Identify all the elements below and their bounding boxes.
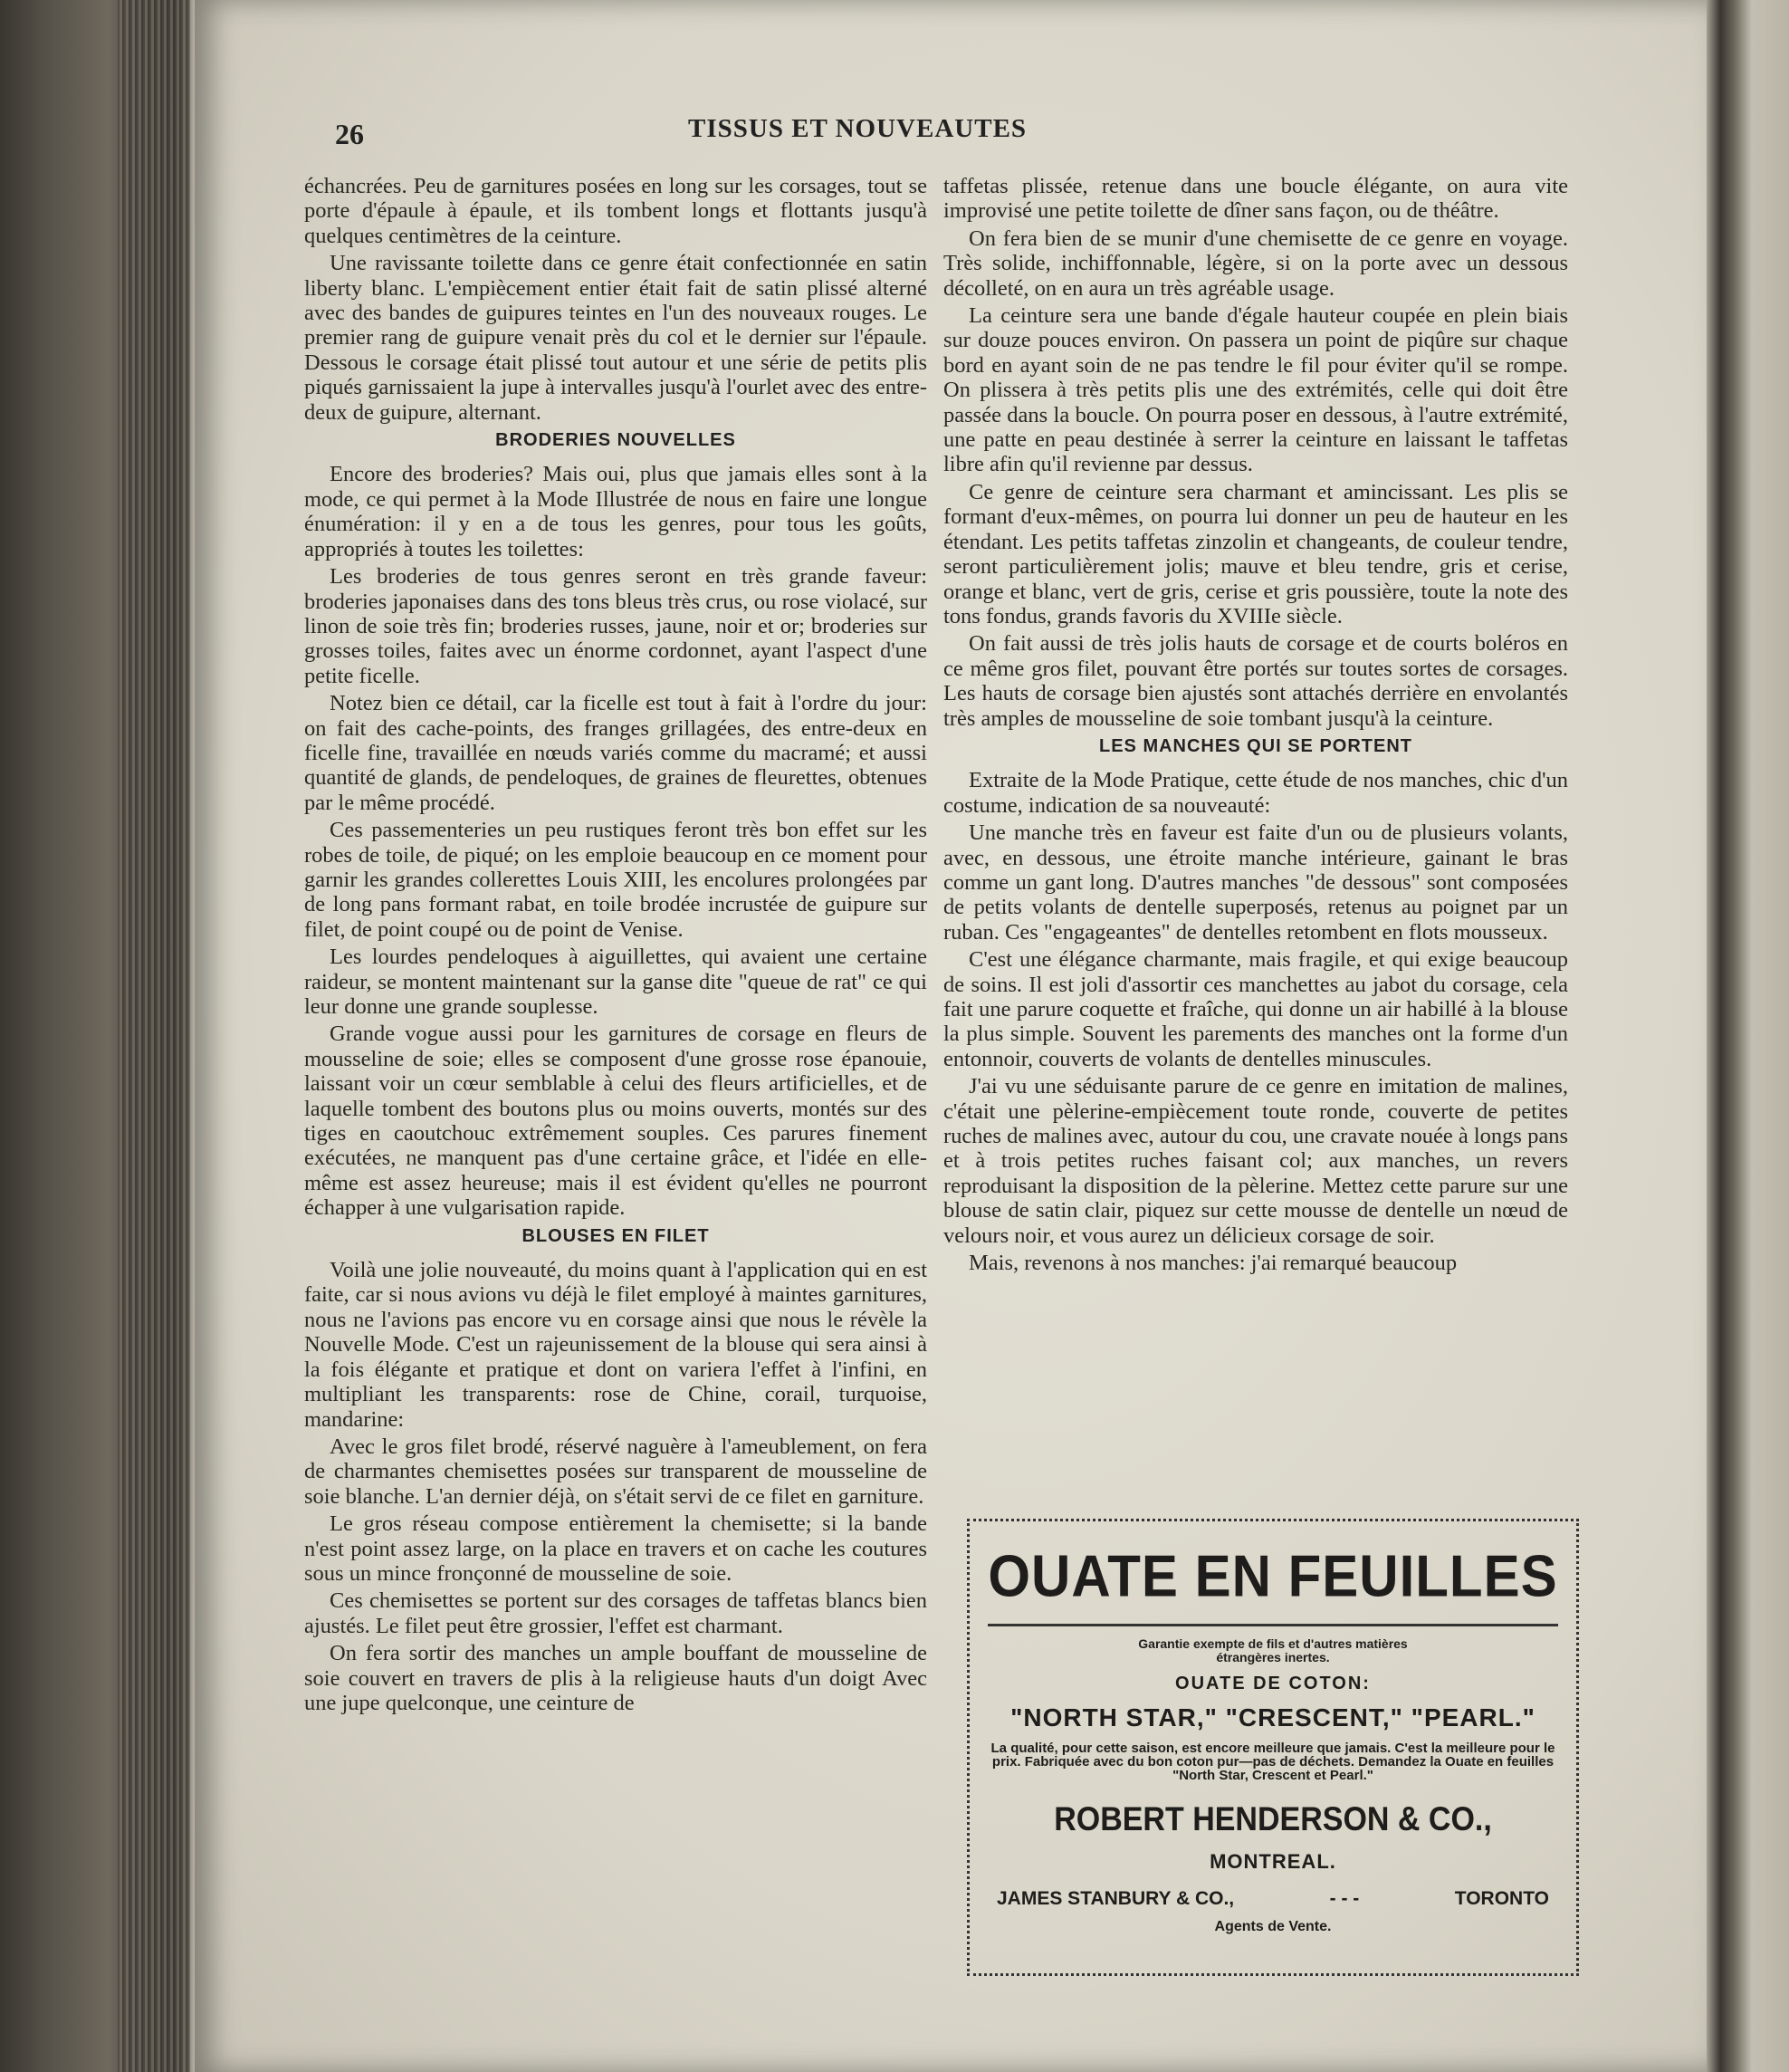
paragraph: La ceinture sera une bande d'égale hauteur coupée en plein biais sur douze pouces environ. On passera un point de piqûre sur chaque bord en ayant soin de ne pas tendre le fil pour éviter qu'il se rompe. On plissera à très petits plis une des extrémités, celle qui doit être passée dans la boucle. On pourra poser en dessous, à l'autre extrémité, une patte en peau destinée à serrer la ceinture en laissant le taffetas libre afin qu'il revienne par dessus. bbox=[943, 303, 1568, 477]
paragraph: Le gros réseau compose entièrement la chemisette; si la bande n'est point assez large, on la place en travers et on cache les coutures sous un mince fronçonné de mousseline de soie. bbox=[304, 1511, 927, 1586]
left-column bbox=[304, 174, 927, 1718]
paragraph: taffetas plissée, retenue dans une boucle élégante, on aura vite improvisé une petite toilette de dîner sans façon, ou de théâtre. bbox=[943, 174, 1568, 224]
paragraph: C'est une élégance charmante, mais fragile, et qui exige beaucoup de soins. Il est joli d'assortir ces manchettes au jabot du corsage, cela fait une parure coquette et fraîche, qui donne un air habillé à la blouse la plus simple. Souvent les parements des manches ont la forme d'un entonnoir, couverts de volants de dentelles minuscules. bbox=[943, 947, 1568, 1071]
ad-company: ROBERT HENDERSON & CO., bbox=[1054, 1800, 1492, 1838]
right-column bbox=[943, 174, 1568, 1278]
ad-quality-text: La qualité, pour cette saison, est encore meilleure que jamais. C'est la meilleure pour le prix. Fabriquée avec du bon coton pur—pas de déchets. Demandez la Ouate en feuilles "North Star, Crescent et Pearl." bbox=[990, 1741, 1555, 1783]
ad-agent-separator: - - - bbox=[1329, 1888, 1360, 1909]
paragraph: Encore des broderies? Mais oui, plus que jamais elles sont à la mode, ce qui permet à la Mode Illustrée de nous en faire une longue énumération: il y en a de tous les genres, pour tous les goûts, appropriés à toutes les toilettes: bbox=[304, 462, 927, 561]
section-heading: BLOUSES EN FILET bbox=[521, 1225, 710, 1246]
paragraph: échancrées. Peu de garnitures posées en long sur les corsages, tout se porte d'épaule à épaule, et ils tombent longs et flottants jusqu'à quelques centimètres de la ceinture. bbox=[304, 174, 927, 248]
section-heading: BRODERIES NOUVELLES bbox=[495, 430, 736, 451]
paragraph: Ce genre de ceinture sera charmant et amincissant. Les plis se formant d'eux-mêmes, on pourra lui donner un peu de hauteur en les étendant. Les petits taffetas zinzolin et changeants, de couleur tendre, seront particulièrement jolis; mauve et bleu tendre, gris et cerise, orange et blanc, vert de gris, cerise et gris poussière, toute la note des tons fondus, grands favoris du XVIIIe siècle. bbox=[943, 479, 1568, 628]
advertisement-box bbox=[967, 1519, 1579, 1976]
paragraph: On fera sortir des manches un ample bouffant de mousseline de soie couvert en travers de plis à la religieuse hauts d'un doigt Avec une jupe quelconque, une ceinture de bbox=[304, 1641, 927, 1715]
ad-agents-label: Agents de Vente. bbox=[1214, 1919, 1332, 1934]
paragraph: On fera bien de se munir d'une chemisette de ce genre en voyage. Très solide, inchiffonnable, légère, si on la porte avec un dessous décolleté, on en aura un très agréable usage. bbox=[943, 225, 1568, 301]
paragraph: Les lourdes pendeloques à aiguillettes, qui avaient une certaine raideur, se montent maintenant sur la ganse dite "queue de rat" ce qui leur donne une grande souplesse. bbox=[304, 945, 927, 1019]
ad-agent-row bbox=[997, 1888, 1549, 1910]
paragraph: Extraite de la Mode Pratique, cette étude de nos manches, chic d'un costume, indication de sa nouveauté: bbox=[943, 768, 1568, 818]
paragraph: Mais, revenons à nos manches: j'ai remarqué beaucoup bbox=[969, 1251, 1458, 1276]
paragraph: Une manche très en faveur est faite d'un ou de plusieurs volants, avec, en dessous, une étroite manche intérieure, gainant le bras comme un gant long. D'autres manches "de dessous" sont composées de petits volants de dentelle superposés, retenus au poignet par un ruban. Ces "engageantes" de dentelles retombent en flots mousseux. bbox=[943, 820, 1568, 945]
ad-title: OUATE EN FEUILLES bbox=[988, 1543, 1558, 1609]
page-number: 26 bbox=[335, 118, 364, 150]
paragraph: Une ravissante toilette dans ce genre était confectionnée en satin liberty blanc. L'empiècement entier était fait de satin plissé alterné avec des bandes de guipures teintes en l'un des nouveaux rouges. Le premier rang de guipure venait près du col et le dernier sur l'épaule. Dessous le corsage était plissé tout autour et une série de petits plis piqués garnissaient la jupe à intervalles jusqu'à l'ourlet avec des entre-deux de guipure, alternant. bbox=[304, 251, 927, 425]
paragraph: Ces passementeries un peu rustiques feront très bon effet sur les robes de toile, de piqué; on les emploie beaucoup en ce moment pour garnir les grandes collerettes Louis XIII, les encolures prolongées par de long pans formant rabat, en toile brodée incrustée de guipure sur filet, de point coupé ou de point de Venise. bbox=[304, 818, 927, 942]
ad-city: MONTREAL. bbox=[1210, 1850, 1336, 1873]
section-heading: LES MANCHES QUI SE PORTENT bbox=[1098, 735, 1413, 756]
paragraph: Ces chemisettes se portent sur des corsages de taffetas blancs bien ajustés. Le filet peut être grossier, l'effet est charmant. bbox=[304, 1588, 927, 1638]
paragraph: Avec le gros filet brodé, réservé naguère à l'ameublement, on fera de charmantes chemisettes posées sur transparent de mousseline de soie blanche. L'an dernier déjà, on s'était servi de ce filet en garniture. bbox=[304, 1434, 927, 1509]
ad-agent-city: TORONTO bbox=[1454, 1888, 1549, 1909]
ad-subtitle: OUATE DE COTON: bbox=[1175, 1674, 1371, 1693]
paragraph: Voilà une jolie nouveauté, du moins quant à l'application qui en est faite, car si nous avions vu déjà le filet employé à maintes garnitures, nous ne l'avions pas encore vu en corsage ainsi que nous le révèle la Nouvelle Mode. C'est un rajeunissement de la blouse qui sera ainsi à la fois élégante et pratique et dont on variera l'effet à l'infini, en multipliant les transparents: rose de Chine, corail, turquoise, mandarine: bbox=[304, 1258, 927, 1432]
ad-guarantee-line-1: Garantie exempte de fils et d'autres matières bbox=[1138, 1636, 1408, 1651]
book-binding bbox=[118, 0, 190, 2072]
ad-guarantee-line-2: étrangères inertes. bbox=[1216, 1650, 1330, 1664]
paragraph: Grande vogue aussi pour les garnitures de corsage en fleurs de mousseline de soie; elles se composent d'une grosse rose épanouie, laissant voir un cœur semblable à celui des fleurs artificielles, et de laquelle tombent des boutons plus ou moins ouverts, montés sur des tiges en caoutchouc extrêmement souples. Ces parures finement exécutées, ne manquent pas d'une certaine grâce, et l'idée en elle-même est assez heureuse; mais il est évident qu'elles ne pourront échapper à une vulgarisation rapide. bbox=[304, 1022, 927, 1221]
paragraph: On fait aussi de très jolis hauts de corsage et de courts boléros en ce même gros filet, pouvant être portés sur toutes sortes de corsages. Les hauts de corsage bien ajustés sont attachés derrière en envolantés très amples de mousseline de soie tombant jusqu'à la ceinture. bbox=[943, 631, 1568, 731]
paragraph: Les broderies de tous genres seront en très grande faveur: broderies japonaises dans des tons bleus très crus, ou rose violacé, sur linon de soie très fin; broderies russes, jaune, noir et or; broderies sur grosses toiles, faites avec un énorme cordonnet, ayant l'aspect d'une petite ficelle. bbox=[304, 564, 927, 688]
ad-divider bbox=[988, 1624, 1558, 1626]
ad-agent-name: JAMES STANBURY & CO., bbox=[997, 1888, 1235, 1909]
paragraph: J'ai vu une séduisante parure de ce genre en imitation de malines, c'était une pèlerine-empiècement toute ronde, couverte de petites ruches de malines avec, autour du cou, une cravate nouée à longs pans et à trois petites ruches faisant col; aux manches, un revers reproduisant la disposition de la pèlerine. Mettez cette parure sur une blouse de satin clair, piquez sur cette mousse de dentelle un nœud de velours noir, et vous aurez un délicieux corsage de soir. bbox=[943, 1074, 1568, 1248]
paragraph: Notez bien ce détail, car la ficelle est tout à fait à l'ordre du jour: on fait des cache-points, des franges grillagées, des entre-deux en ficelle fine, travaillée en nœuds variés comme du macramé; et aussi quantité de glands, de pendeloques, de graines de fleurettes, obtenues par le même procédé. bbox=[304, 691, 927, 815]
ad-brands: "NORTH STAR," "CRESCENT," "PEARL." bbox=[1010, 1703, 1535, 1731]
running-title: TISSUS ET NOUVEAUTES bbox=[688, 114, 1028, 143]
